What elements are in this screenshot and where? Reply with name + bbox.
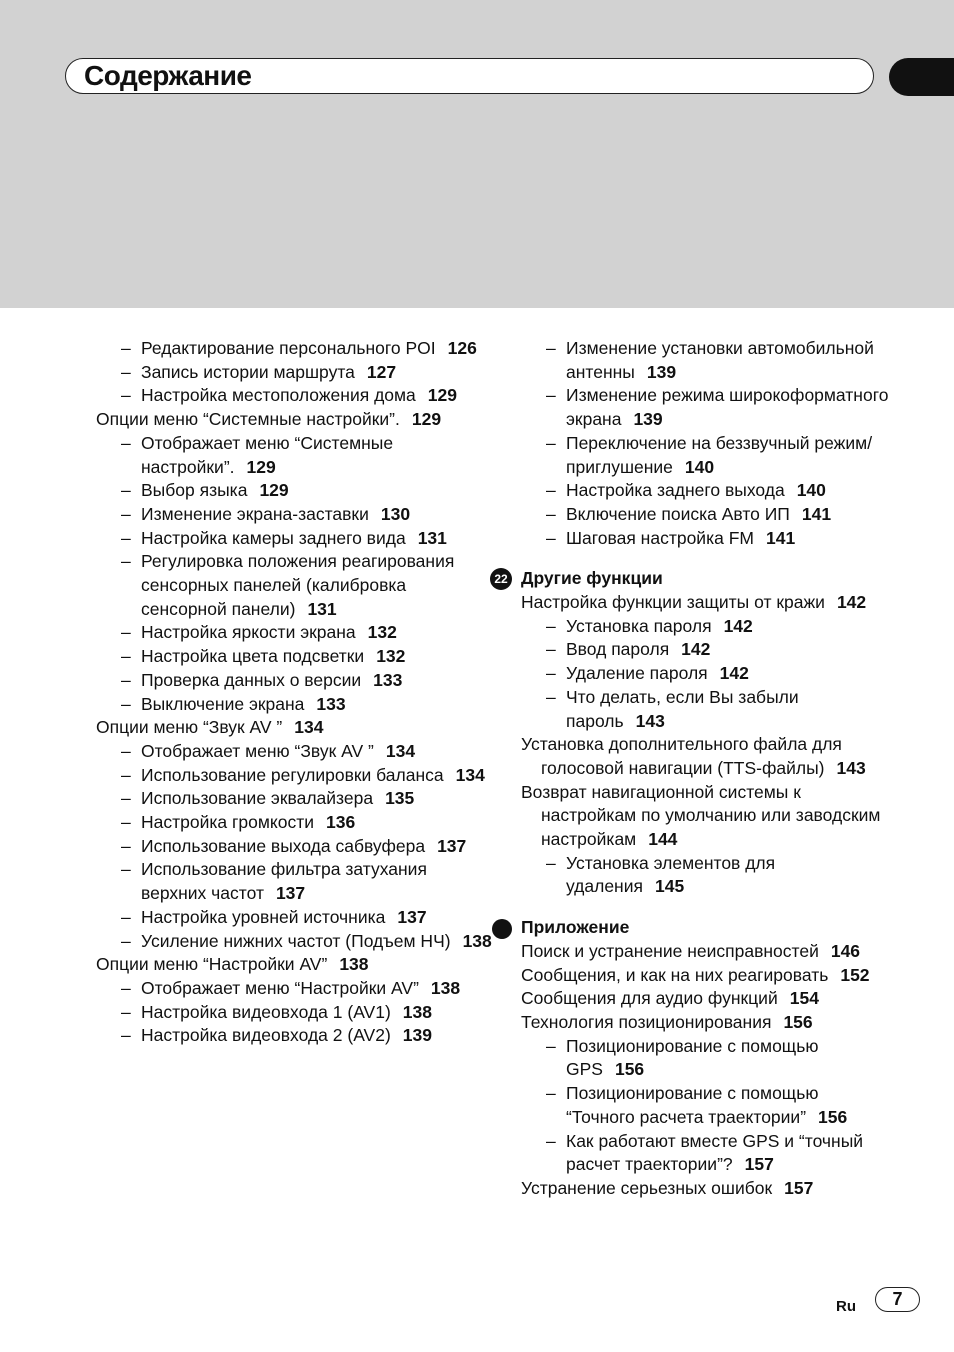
- toc-entry: [96, 408, 496, 432]
- toc-entry-text: Как работают вместе GPS и “точный расчет траектории”?: [566, 1130, 864, 1175]
- toc-page-number: 134: [455, 764, 485, 785]
- toc-page-number: 156: [818, 1106, 848, 1127]
- toc-page-number: 131: [417, 527, 447, 548]
- page-number: 7: [875, 1287, 920, 1312]
- toc-entry: [96, 740, 496, 764]
- toc-left-column: [96, 337, 496, 1048]
- toc-entry-text: Переключение на беззвучный режим/приглушение: [566, 432, 873, 477]
- toc-entry-text: Позиционирование с помощью “Точного расчета траектории”: [566, 1083, 819, 1127]
- toc-entry-text: Настройка видеовхода 1 (AV1): [141, 1001, 391, 1022]
- toc-entry: [96, 693, 496, 717]
- dash-bullet: –: [121, 788, 131, 809]
- toc-page-number: 134: [385, 740, 416, 761]
- toc-entry-text: Настройка уровней источника: [141, 906, 386, 927]
- toc-entry-text: Удаление пароля: [566, 663, 708, 684]
- toc-entry: [521, 686, 890, 733]
- header-band: [0, 0, 954, 308]
- toc-page-number: 129: [411, 409, 442, 430]
- title-bar: [65, 58, 874, 94]
- dash-bullet: –: [121, 622, 131, 643]
- toc-entry-text: Настройка цвета подсветки: [141, 646, 365, 667]
- dash-bullet: –: [546, 615, 556, 636]
- toc-entry: [521, 638, 890, 662]
- toc-entry-text: Использование эквалайзера: [141, 788, 374, 809]
- toc-page-number: 154: [789, 988, 819, 1009]
- toc-entry-text: Сообщения для аудио функций: [521, 988, 778, 1009]
- dash-bullet: –: [121, 338, 131, 358]
- toc-entry-text: Редактирование персонального POI: [141, 338, 436, 358]
- toc-entry-text: Отображает меню “Системные настройки”.: [141, 432, 394, 477]
- toc-entry: [96, 716, 496, 740]
- toc-entry: [96, 503, 496, 527]
- toc-entry: [96, 787, 496, 811]
- toc-entry-text: Установка пароля: [566, 615, 712, 636]
- toc-page-number: 138: [462, 930, 492, 951]
- toc-page-number: 132: [367, 622, 397, 643]
- toc-entry-text: Опции меню “Звук AV ”: [96, 717, 283, 738]
- toc-entry: [521, 503, 890, 527]
- toc-page-number: 142: [836, 592, 867, 613]
- toc-entry-text: Настройка видеовхода 2 (AV2): [141, 1025, 391, 1046]
- dash-bullet: –: [121, 977, 131, 998]
- toc-entry-text: Использование регулировки баланса: [141, 764, 444, 785]
- toc-page-number: 141: [801, 503, 832, 524]
- toc-page-number: 130: [380, 503, 411, 524]
- toc-page-number: 141: [765, 527, 796, 548]
- toc-page-number: 142: [719, 663, 749, 684]
- toc-entry: [96, 1024, 496, 1048]
- toc-entry-text: Возврат навигационной системы к настройкам по умолчанию или заводским настройкам: [521, 781, 881, 850]
- toc-page-number: 139: [633, 409, 663, 430]
- toc-page-number: 138: [402, 1001, 432, 1022]
- toc-page-number: 127: [366, 361, 397, 382]
- toc-page-number: 133: [316, 693, 346, 714]
- toc-entry: [521, 1035, 890, 1082]
- toc-entry: [96, 835, 496, 859]
- toc-page-number: 138: [430, 977, 461, 998]
- dash-bullet: –: [121, 551, 131, 572]
- toc-entry-text: Позиционирование с помощью GPS: [566, 1035, 819, 1080]
- toc-page-number: 129: [246, 456, 276, 477]
- dash-bullet: –: [121, 764, 131, 785]
- dash-bullet: –: [121, 646, 131, 667]
- toc-entry: [96, 1001, 496, 1025]
- dash-bullet: –: [121, 432, 131, 453]
- dash-bullet: –: [546, 480, 556, 501]
- dash-bullet: –: [121, 740, 131, 761]
- dash-bullet: –: [546, 1130, 556, 1151]
- toc-entry-text: Проверка данных о версии: [141, 669, 362, 690]
- toc-entry: [521, 987, 890, 1011]
- toc-entry: [96, 384, 496, 408]
- toc-entry: [521, 479, 890, 503]
- toc-entry: [96, 811, 496, 835]
- toc-entry: [96, 858, 496, 905]
- section-entries: [490, 591, 890, 899]
- section-heading: [490, 567, 890, 591]
- toc-continued-entries: [490, 337, 890, 550]
- page-title: Содержание: [84, 60, 252, 91]
- toc-entry-text: Настройка камеры заднего вида: [141, 527, 406, 548]
- toc-entry-text: Настройка громкости: [141, 812, 315, 833]
- dash-bullet: –: [546, 663, 556, 684]
- toc-entry-text: Установка элементов для удаления: [566, 852, 776, 897]
- toc-page-number: 137: [437, 835, 467, 856]
- toc-entry: [521, 940, 890, 964]
- toc-page-number: 132: [376, 646, 406, 667]
- toc-page-number: 126: [447, 338, 477, 358]
- toc-page-number: 146: [830, 940, 861, 961]
- toc-entry-text: Технология позиционирования: [521, 1011, 772, 1032]
- toc-entry-text: Изменение установки автомобильной антенны: [566, 338, 874, 382]
- toc-entry: [96, 953, 496, 977]
- toc-page-number: 157: [744, 1154, 774, 1175]
- toc-page-number: 139: [646, 361, 677, 382]
- bullet-dot-icon: [492, 919, 512, 939]
- toc-entry-text: Устранение серьезных ошибок: [521, 1177, 773, 1198]
- toc-page-number: 131: [307, 598, 337, 619]
- toc-entry: [521, 852, 890, 899]
- section-title: Другие функции: [521, 568, 663, 589]
- dash-bullet: –: [546, 338, 556, 358]
- toc-entry: [96, 669, 496, 693]
- dash-bullet: –: [121, 669, 131, 690]
- toc-entry-text: Что делать, если Вы забыли пароль: [566, 686, 799, 731]
- dash-bullet: –: [546, 1083, 556, 1104]
- toc-page-number: 140: [684, 456, 715, 477]
- toc-page-number: 145: [654, 876, 685, 897]
- section-gap: [490, 550, 890, 567]
- toc-entry: [96, 645, 496, 669]
- toc-entry: [96, 527, 496, 551]
- toc-entry: [96, 337, 496, 361]
- dash-bullet: –: [121, 1025, 131, 1046]
- toc-entry-text: Поиск и устранение неисправностей: [521, 940, 819, 961]
- chapter-tab: [889, 58, 954, 96]
- toc-page-number: 140: [796, 480, 826, 501]
- toc-page-number: 138: [339, 954, 369, 975]
- toc-entry: [96, 764, 496, 788]
- toc-entry-text: Отображает меню “Настройки AV”: [141, 977, 419, 998]
- toc-entry: [521, 384, 890, 431]
- dash-bullet: –: [546, 639, 556, 660]
- toc-page-number: 157: [784, 1177, 814, 1198]
- toc-entry: [521, 733, 890, 780]
- toc-entry-text: Запись истории маршрута: [141, 361, 355, 382]
- toc-entry-text: Изменение экрана-заставки: [141, 503, 369, 524]
- toc-entry-text: Настройка заднего выхода: [566, 480, 785, 501]
- dash-bullet: –: [546, 852, 556, 873]
- toc-page-number: 143: [635, 710, 665, 731]
- appendix-heading: [490, 916, 890, 940]
- dash-bullet: –: [546, 527, 556, 548]
- toc-page-number: 142: [681, 639, 711, 660]
- toc-entry: [521, 1011, 890, 1035]
- toc-page-number: 137: [397, 906, 427, 927]
- toc-entry-text: Выбор языка: [141, 480, 248, 501]
- toc-entry-text: Установка дополнительного файла для голосовой навигации (TTS-файлы): [521, 734, 842, 778]
- toc-entry: [521, 1177, 890, 1201]
- toc-entry: [96, 479, 496, 503]
- toc-page-number: 134: [294, 717, 324, 738]
- dash-bullet: –: [546, 385, 556, 406]
- dash-bullet: –: [121, 693, 131, 714]
- toc-entry: [96, 361, 496, 385]
- dash-bullet: –: [546, 503, 556, 524]
- toc-entry-text: Настройка яркости экрана: [141, 622, 356, 643]
- toc-page-number: 129: [259, 480, 289, 501]
- toc-entry-text: Усиление нижних частот (Подъем НЧ): [141, 930, 451, 951]
- dash-bullet: –: [121, 503, 131, 524]
- toc-page-number: 133: [373, 669, 403, 690]
- toc-entry: [96, 550, 496, 621]
- dash-bullet: –: [121, 385, 131, 406]
- toc-entry: [521, 1082, 890, 1129]
- toc-entry: [521, 432, 890, 479]
- dash-bullet: –: [121, 859, 131, 880]
- toc-entry: [521, 1130, 890, 1177]
- toc-page-number: 129: [427, 385, 457, 406]
- dash-bullet: –: [546, 1035, 556, 1056]
- toc-entry: [521, 337, 890, 384]
- dash-bullet: –: [121, 906, 131, 927]
- toc-entry-text: Опции меню “Настройки AV”: [96, 954, 328, 975]
- toc-entry: [521, 781, 890, 852]
- toc-entry: [521, 964, 890, 988]
- toc-entry-text: Включение поиска Авто ИП: [566, 503, 790, 524]
- toc-page-number: 135: [385, 788, 415, 809]
- toc-entry: [96, 621, 496, 645]
- toc-entry: [521, 615, 890, 639]
- toc-entry-text: Использование фильтра затухания верхних частот: [141, 859, 427, 904]
- toc-entry-text: Шаговая настройка FM: [566, 527, 754, 548]
- section-gap: [490, 899, 890, 916]
- dash-bullet: –: [121, 527, 131, 548]
- toc-entry-text: Настройка функции защиты от кражи: [521, 592, 825, 613]
- toc-entry-text: Ввод пароля: [566, 639, 670, 660]
- toc-entry: [96, 977, 496, 1001]
- dash-bullet: –: [121, 1001, 131, 1022]
- dash-bullet: –: [121, 835, 131, 856]
- dash-bullet: –: [121, 361, 131, 382]
- toc-entry-text: Регулировка положения реагирования сенсорных панелей (калибровка сенсорной панели): [141, 551, 455, 619]
- dash-bullet: –: [121, 812, 131, 833]
- toc-entry: [96, 432, 496, 479]
- toc-entry: [521, 527, 890, 551]
- toc-entry-text: Сообщения, и как на них реагировать: [521, 964, 829, 985]
- toc-page-number: 143: [836, 757, 866, 778]
- toc-entry: [96, 930, 496, 954]
- language-code: Ru: [836, 1298, 856, 1315]
- toc-page-number: 137: [275, 883, 306, 904]
- toc-entry-text: Выключение экрана: [141, 693, 305, 714]
- toc-page-number: 142: [723, 615, 753, 636]
- toc-entry-text: Опции меню “Системные настройки”.: [96, 409, 400, 430]
- appendix-entries: [490, 940, 890, 1201]
- dash-bullet: –: [121, 480, 131, 501]
- toc-page-number: 156: [783, 1011, 813, 1032]
- toc-entry-text: Настройка местоположения дома: [141, 385, 416, 406]
- toc-entry: [521, 591, 890, 615]
- toc-entry-text: Отображает меню “Звук AV ”: [141, 740, 374, 761]
- toc-entry-text: Изменение режима широкоформатного экрана: [566, 385, 889, 430]
- toc-entry-text: Использование выхода сабвуфера: [141, 835, 426, 856]
- dash-bullet: –: [546, 686, 556, 707]
- toc-entry: [96, 906, 496, 930]
- toc-page-number: 156: [614, 1059, 645, 1080]
- section-number-badge: 22: [490, 568, 512, 590]
- toc-page-number: 136: [326, 812, 356, 833]
- dash-bullet: –: [546, 432, 556, 453]
- dash-bullet: –: [121, 930, 131, 951]
- toc-entry: [521, 662, 890, 686]
- toc-page-number: 152: [840, 964, 870, 985]
- toc-page-number: 139: [402, 1025, 432, 1046]
- appendix-title: Приложение: [521, 917, 630, 938]
- toc-right-column: [490, 337, 890, 1201]
- toc-page-number: 144: [648, 829, 678, 850]
